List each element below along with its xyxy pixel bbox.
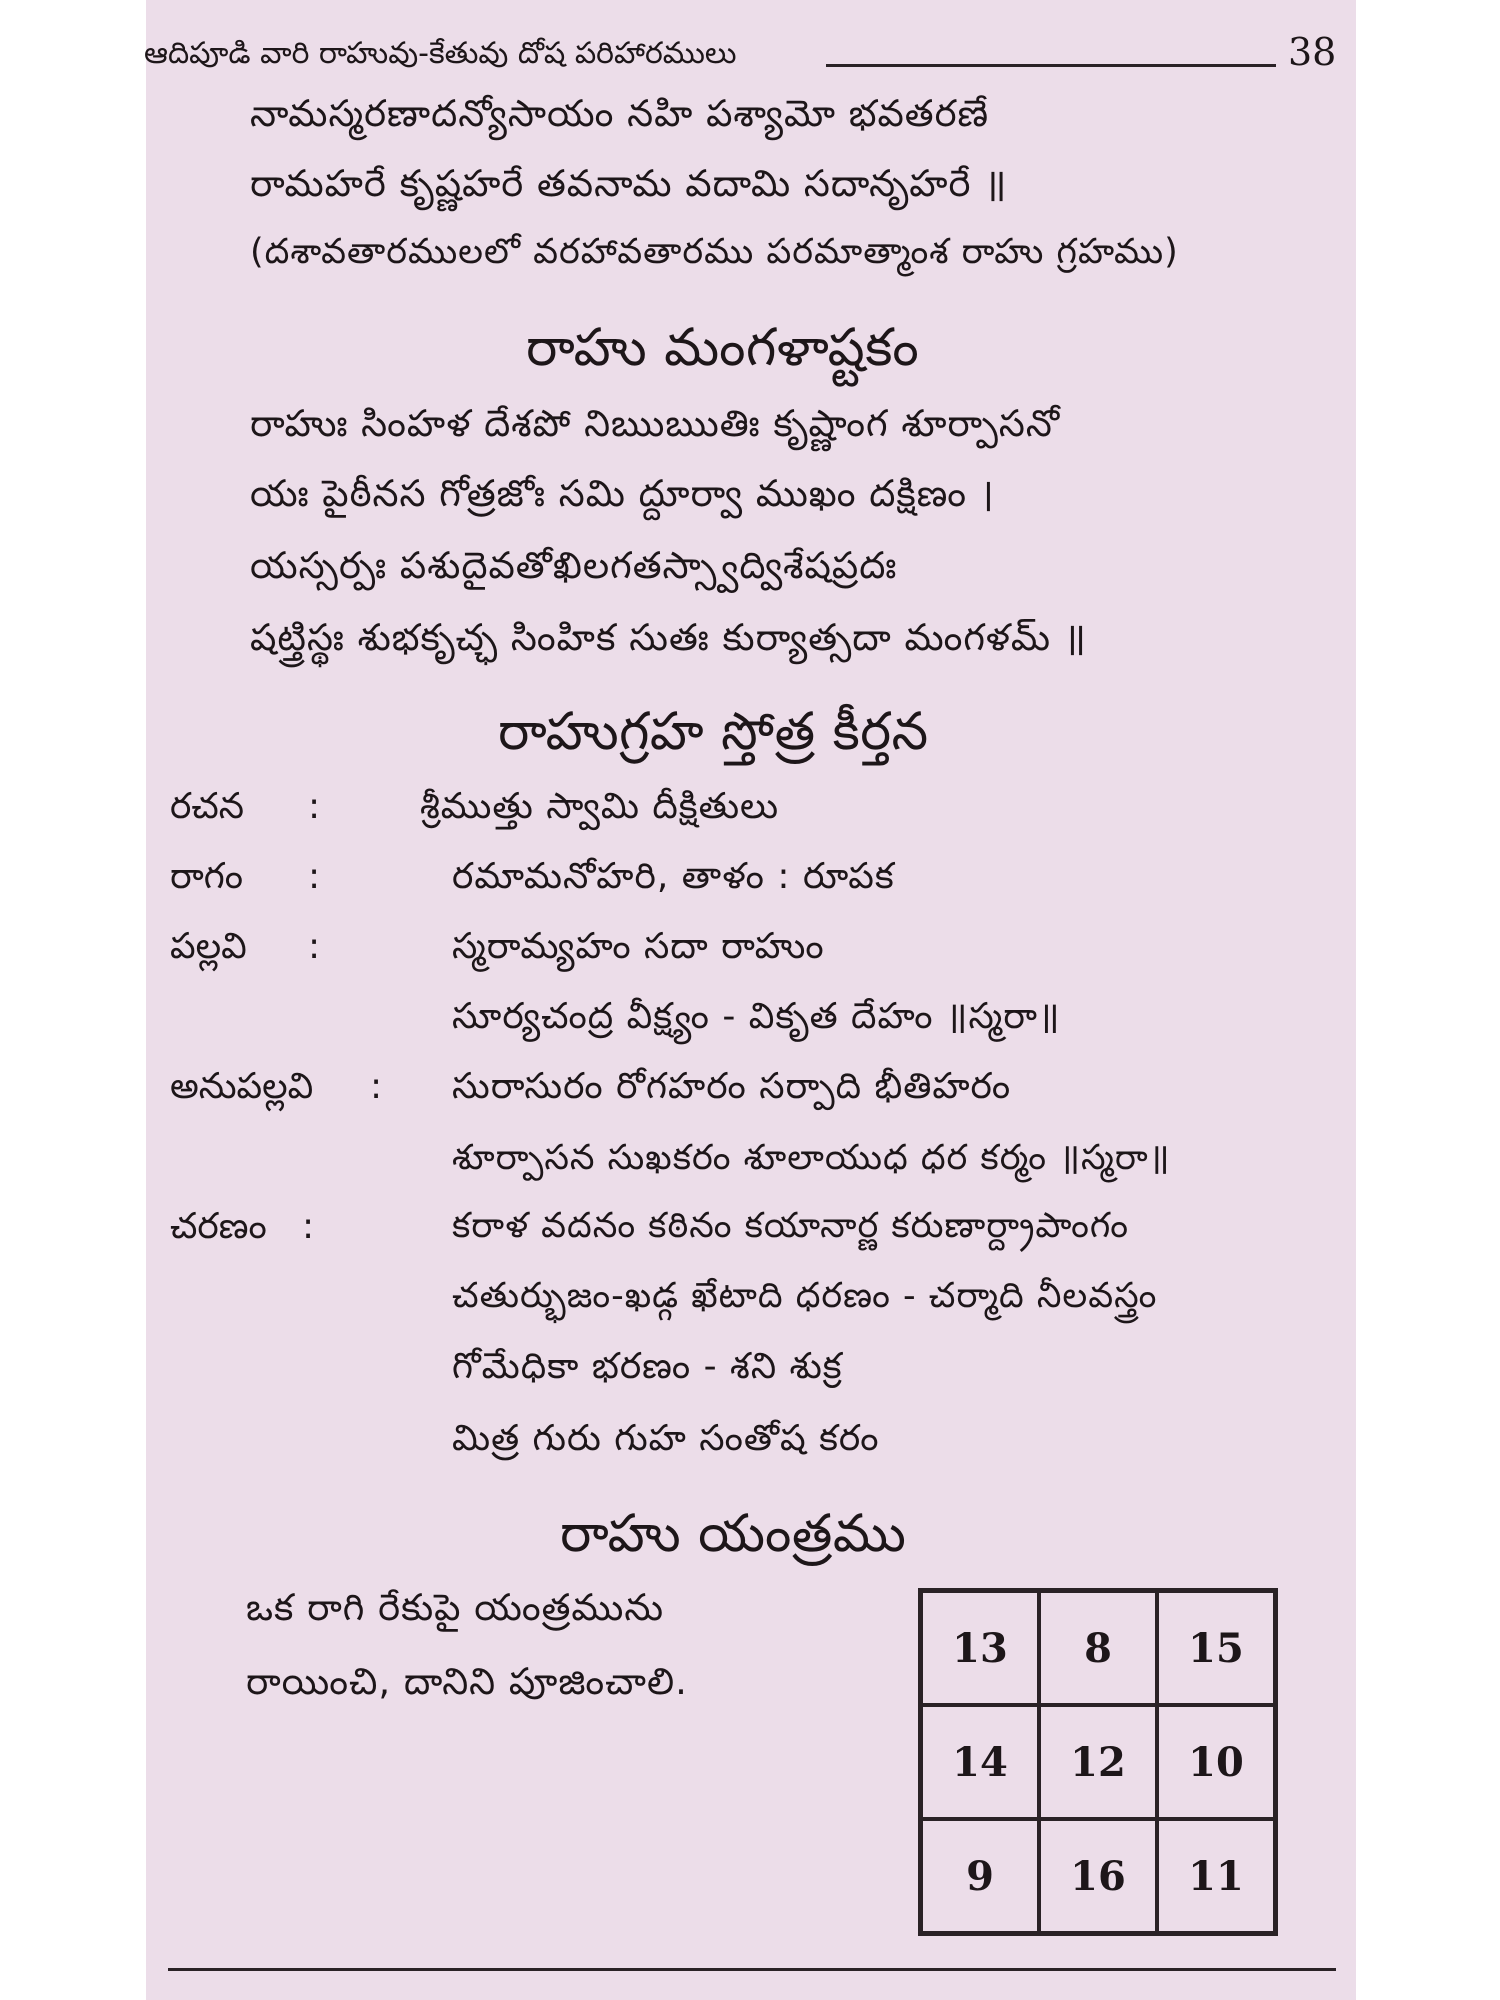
keerthana-heading: రాహుగ్రహ స్తోత్ర కీర్తన	[498, 702, 929, 762]
mangalashtakam-line-4: షట్త్రిస్థః శుభకృచ్ఛ సింహిక సుతః కుర్యాత్సదా మంగళమ్ ॥	[250, 616, 1087, 659]
keerthana-value-charanam-2: చతుర్భుజం-ఖడ్గ ఖేటాది ధరణం - చర్మాది నీలవస్త్రం	[452, 1276, 1158, 1316]
keerthana-label-ragam: రాగం	[170, 856, 243, 897]
yantram-note-line-2: రాయించి, దానిని పూజించాలి.	[246, 1660, 688, 1703]
keerthana-colon: :	[302, 1206, 315, 1247]
keerthana-label-charanam: చరణం	[170, 1206, 267, 1247]
yantra-cell: 14	[921, 1705, 1039, 1819]
keerthana-label-anupallavi: అనుపల్లవి	[170, 1066, 314, 1107]
yantra-cell: 11	[1157, 1819, 1275, 1933]
intro-verse-line-3: (దశావతారములలో వరహావతారము పరమాత్మాంశ రాహు గ్రహము)	[250, 232, 1179, 272]
yantra-cell: 9	[921, 1819, 1039, 1933]
yantra-cell: 8	[1039, 1591, 1157, 1705]
keerthana-label-rachana: రచన	[170, 786, 244, 827]
keerthana-label-pallavi: పల్లవి	[170, 926, 247, 967]
intro-verse-line-2: రామహరే కృష్ణహరే తవనామ వదామి సదానృహరే ॥	[250, 162, 1008, 205]
keerthana-value-charanam: కరాళ వదనం కఠినం కయానార్ణ కరుణార్ద్రాపాంగం	[452, 1206, 1130, 1246]
keerthana-colon: :	[370, 1066, 383, 1107]
mangalashtakam-line-2: యః పైఠీనస గోత్రజోః సమి ద్దూర్వా ముఖం దక్షిణం ।	[250, 472, 995, 515]
header-rule	[826, 64, 1276, 67]
keerthana-colon: :	[308, 926, 321, 967]
mangalashtakam-heading: రాహు మంగళాష్టకం	[526, 318, 920, 378]
mangalashtakam-line-3: యస్సర్పః పశుదైవతోఖిలగతస్స్వాద్విశేషప్రదః	[250, 544, 898, 587]
keerthana-value-anupallavi-2: శూర్పాసన సుఖకరం శూలాయుధ ధర కర్మం ॥స్మరా॥	[452, 1138, 1171, 1178]
keerthana-value-rachana: శ్రీముత్తు స్వామి దీక్షితులు	[420, 786, 780, 827]
keerthana-value-pallavi-2: సూర్యచంద్ర వీక్ష్యం - వికృత దేహం ॥స్మరా॥	[452, 996, 1061, 1037]
yantra-cell: 16	[1039, 1819, 1157, 1933]
yantra-cell: 13	[921, 1591, 1039, 1705]
mangalashtakam-line-1: రాహుః సింహళ దేశపో నిఋఋతిః కృష్ణాంగ శూర్పాసనో	[250, 402, 1061, 445]
keerthana-value-ragam: రమామనోహరి, తాళం : రూపక	[452, 856, 895, 897]
keerthana-colon: :	[308, 786, 321, 827]
intro-verse-line-1: నామస్మరణాదన్యోసాయం నహి పశ్యామో భవతరణే	[250, 92, 990, 135]
page-number: 38	[1288, 30, 1337, 74]
yantra-cell: 15	[1157, 1591, 1275, 1705]
yantra-cell: 12	[1039, 1705, 1157, 1819]
bottom-rule	[168, 1968, 1336, 1971]
running-header-title: ఆదిపూడి వారి రాహువు-కేతువు దోష పరిహారములు	[144, 36, 737, 71]
keerthana-colon: :	[308, 856, 321, 897]
yantram-note-line-1: ఒక రాగి రేకుపై యంత్రమును	[246, 1586, 665, 1629]
keerthana-value-anupallavi: సురాసురం రోగహరం సర్పాది భీతిహరం	[452, 1066, 1012, 1107]
keerthana-value-charanam-4: మిత్ర గురు గుహ సంతోష కరం	[452, 1418, 880, 1459]
yantra-cell: 10	[1157, 1705, 1275, 1819]
keerthana-value-pallavi: స్మరామ్యహం సదా రాహుం	[452, 926, 825, 967]
keerthana-value-charanam-3: గోమేధికా భరణం - శని శుక్ర	[452, 1346, 843, 1387]
yantram-heading: రాహు యంత్రము	[560, 1504, 907, 1564]
yantra-grid	[918, 1588, 1278, 1936]
